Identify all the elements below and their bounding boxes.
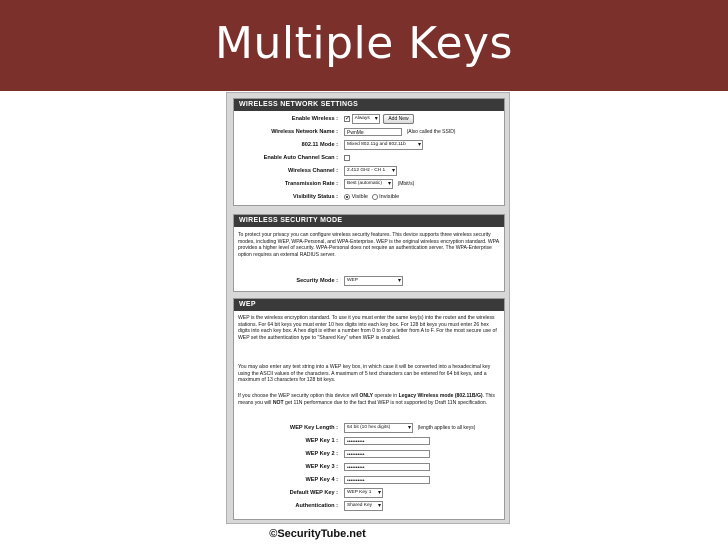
authentication-label: Authentication : <box>295 503 338 509</box>
security-mode-label: Security Mode : <box>296 278 338 284</box>
wep-paragraph-3: If you choose the WEP security option this device will ONLY operate in Legacy Wireless mode (802.11B/G). This means you will NOT get 11N performance due to the fact that WEP is not supported by Draft 11N specification. <box>238 393 495 406</box>
wep-key-4-input[interactable]: •••••••••• <box>344 476 430 484</box>
default-key-select[interactable]: WEP Key 1 ▾ <box>344 488 383 498</box>
channel-select[interactable]: 2.412 GHz - CH 1 ▾ <box>344 166 397 176</box>
mode-label: 802.11 Mode : <box>301 142 338 148</box>
wep-key-3-label: WEP Key 3 : <box>305 464 338 470</box>
invisible-radio[interactable] <box>372 194 378 200</box>
visible-label: Visible <box>351 194 368 200</box>
network-name-label: Wireless Network Name : <box>271 129 338 135</box>
authentication-select[interactable]: Shared Key ▾ <box>344 501 383 511</box>
rate-label: Transmission Rate : <box>284 181 338 187</box>
security-mode-row <box>234 276 504 287</box>
section-header: WIRELESS NETWORK SETTINGS <box>234 99 504 111</box>
default-key-row <box>234 488 504 499</box>
enable-wireless-label: Enable Wireless : <box>291 116 338 122</box>
visibility-row <box>234 192 504 203</box>
mode-row <box>234 140 504 151</box>
visibility-label: Visibility Status : <box>293 194 338 200</box>
channel-label: Wireless Channel : <box>288 168 338 174</box>
key-length-label: WEP Key Length : <box>289 425 338 431</box>
network-name-row <box>234 127 504 138</box>
wireless-security-mode-section <box>233 214 505 292</box>
wep-key-1-row <box>234 436 504 447</box>
wep-key-2-input[interactable]: •••••••••• <box>344 450 430 458</box>
section-header: WEP <box>234 299 504 311</box>
wep-key-1-label: WEP Key 1 : <box>305 438 338 444</box>
key-length-row <box>234 423 504 434</box>
slide-title: Multiple Keys <box>215 18 513 69</box>
wep-key-3-row <box>234 462 504 473</box>
key-length-select[interactable]: 64 bit (10 hex digits) ▾ <box>344 423 413 433</box>
router-settings-screenshot <box>226 92 510 524</box>
enable-wireless-checkbox[interactable] <box>344 116 350 122</box>
rate-select[interactable]: Best (automatic) ▾ <box>344 179 393 189</box>
wep-key-1-input[interactable]: •••••••••• <box>344 437 430 445</box>
wep-section <box>233 298 505 520</box>
title-banner <box>0 0 728 91</box>
wep-paragraph-2: You may also enter any text string into a WEP key box, in which case it will be converted into a hexadecimal key using the ASCII values of the characters. A maximum of 5 text characters can be entered for 64 bit keys, and a maximum of 13 characters for 128 bit keys. <box>238 364 491 384</box>
rate-unit: (Mbit/s) <box>397 181 415 188</box>
authentication-row <box>234 501 504 512</box>
wep-key-3-input[interactable]: •••••••••• <box>344 463 430 471</box>
visible-radio[interactable] <box>344 194 350 200</box>
invisible-label: Invisible <box>379 194 400 200</box>
wireless-network-settings-section <box>233 98 505 206</box>
ssid-note: (Also called the SSID) <box>406 129 456 135</box>
schedule-select[interactable]: Always ▾ <box>352 114 380 124</box>
add-new-button[interactable]: Add New <box>383 114 413 124</box>
rate-row <box>234 179 504 190</box>
wep-key-4-label: WEP Key 4 : <box>305 477 338 483</box>
copyright-footer: ©SecurityTube.net <box>269 528 366 540</box>
channel-row <box>234 166 504 177</box>
wep-key-2-label: WEP Key 2 : <box>305 451 338 457</box>
enable-wireless-row <box>234 114 504 125</box>
auto-channel-label: Enable Auto Channel Scan : <box>263 155 338 161</box>
security-mode-select[interactable]: WEP ▾ <box>344 276 403 286</box>
auto-channel-row <box>234 153 504 164</box>
section-header: WIRELESS SECURITY MODE <box>234 215 504 227</box>
security-description: To protect your privacy you can configure wireless security features. This device supports three wireless security modes, including WEP, WPA-Personal, and WPA-Enterprise. WEP is the original wireless encryption standard. WPA provides a higher level of security. WPA-Personal does not require an authentication server. The WPA-Enterprise option requires an external RADIUS server. <box>238 232 499 258</box>
key-length-note: (length applies to all keys) <box>417 425 476 432</box>
wep-key-4-row <box>234 475 504 486</box>
network-name-input[interactable]: PwnMe <box>344 128 402 136</box>
wep-paragraph-1: WEP is the wireless encryption standard. To use it you must enter the same key(s) into the router and the wireless stations. For 64 bit keys you must enter 10 hex digits into each key box. For 128 bit keys you must enter 26 hex digits into each key box. A hex digit is either a number from 0 to 9 or a letter from A to F. For the most secure use of WEP set the authentication type to "Shared Key" when WEP is enabled. <box>238 315 497 341</box>
wep-key-2-row <box>234 449 504 460</box>
default-key-label: Default WEP Key : <box>289 490 338 496</box>
auto-channel-checkbox[interactable] <box>344 155 350 161</box>
mode-select[interactable]: Mixed 802.11g and 802.11b ▾ <box>344 140 423 150</box>
